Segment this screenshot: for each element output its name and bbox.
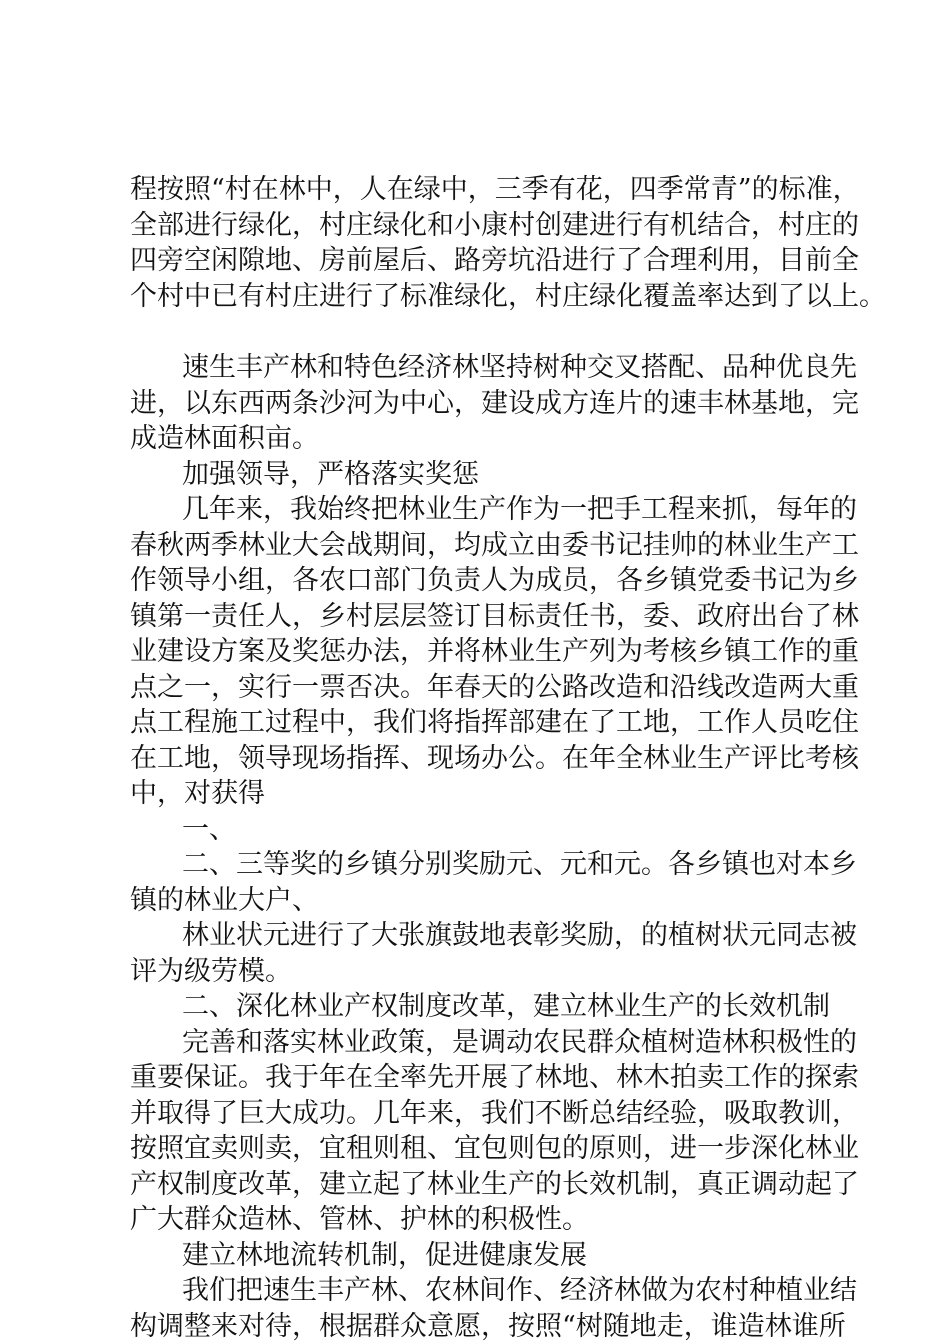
paragraph (130, 1238, 850, 1274)
text-line: 并取得了巨大成功。几年来，我们不断总结经验，吸取教训， (130, 1097, 859, 1129)
text-line: 按照宜卖则卖，宜租则租、宜包则包的原则，进一步深化林业 (130, 1133, 859, 1164)
text-line: 中，对获得 (130, 778, 265, 809)
text-line: 镇第一责任人，乡村层层签订目标责任书，委、政府出台了林 (130, 600, 859, 632)
text-line: 速生丰产林和特色经济林坚持树种交叉搭配、品种优良先 (182, 352, 857, 383)
text-line: 全部进行绿化，村庄绿化和小康村创建进行有机结合，村庄的 (130, 209, 859, 241)
text-line: 林业状元进行了大张旗鼓地表彰奖励，的植树状元同志被 (182, 920, 857, 951)
paragraph (130, 989, 850, 1025)
text-line: 点之一，实行一票否决。年春天的公路改造和沿线改造两大重 (130, 671, 859, 703)
text-line: 二、深化林业产权制度改革，建立林业生产的长效机制 (182, 991, 830, 1022)
text-line: 作领导小组，各农口部门负责人为成员，各乡镇党委书记为乡 (130, 565, 859, 596)
text-line: 产权制度改革，建立起了林业生产的长效机制，真正调动起了 (130, 1168, 859, 1200)
text-line: 加强领导，严格落实奖惩 (182, 458, 479, 490)
text-line: 个村中已有村庄进行了标准绿化，村庄绿化覆盖率达到了以上。 (130, 280, 886, 312)
text-line: 在工地，领导现场指挥、现场办公。在年全林业生产评比考核 (130, 742, 859, 774)
text-line: 进，以东西两条沙河为中心，建设成方连片的速丰林基地，完 (130, 387, 859, 419)
text-line: 重要保证。我于年在全率先开展了林地、林木拍卖工作的探索 (130, 1062, 859, 1093)
paragraph (130, 350, 859, 457)
text-line: 点工程施工过程中，我们将指挥部建在了工地，工作人员吃住 (130, 707, 859, 738)
text-line: 四旁空闲隙地、房前屋后、路旁坑沿进行了合理利用，目前全 (130, 245, 859, 276)
paragraph (130, 847, 857, 918)
text-line: 成造林面积亩。 (130, 423, 319, 454)
text-line: 评为级劳模。 (130, 955, 292, 987)
document-body (130, 172, 886, 1344)
paragraph (130, 1273, 857, 1344)
text-line: 构调整来对待，根据群众意愿，按照“树随地走，谁造林谁所 (130, 1310, 846, 1342)
paragraph (130, 918, 857, 989)
text-line: 建立林地流转机制，促进健康发展 (182, 1239, 587, 1271)
text-line: 一、 (182, 813, 236, 845)
text-line: 程按照“村在林中，人在绿中，三季有花，四季常青”的标准， (130, 174, 860, 205)
paragraph (130, 492, 859, 812)
text-line: 广大群众造林、管林、护林的积极性。 (130, 1204, 589, 1235)
paragraph (130, 1025, 859, 1238)
text-line: 业建设方案及奖惩办法，并将林业生产列为考核乡镇工作的重 (130, 636, 859, 667)
text-line: 几年来，我始终把林业生产作为一把手工程来抓，每年的 (182, 494, 857, 525)
text-line: 二、三等奖的乡镇分别奖励元、元和元。各乡镇也对本乡 (182, 849, 857, 880)
text-line: 完善和落实林业政策，是调动农民群众植树造林积极性的 (182, 1026, 857, 1058)
paragraph (130, 172, 886, 314)
text-line: 春秋两季林业大会战期间，均成立由委书记挂帅的林业生产工 (130, 529, 859, 561)
paragraph (130, 812, 850, 848)
text-line: 镇的林业大户、 (130, 884, 319, 916)
text-line: 我们把速生丰产林、农林间作、经济林做为农村种植业结 (182, 1275, 857, 1306)
paragraph (130, 457, 850, 493)
paragraph-gap (130, 314, 850, 350)
